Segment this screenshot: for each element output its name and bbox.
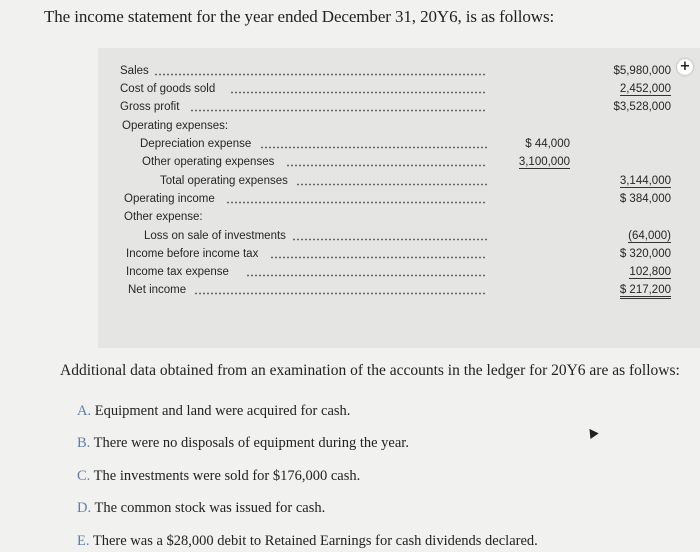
problem-heading: The income statement for the year ended December 31, 20Y6, is as follows: (44, 7, 555, 26)
row-gross-profit (98, 99, 700, 115)
row-sales (98, 63, 700, 79)
list-item-b: B. There were no disposals of equipment during the year. (77, 435, 409, 451)
label-cogs: Cost of goods sold (120, 83, 216, 95)
label-income-before-tax: Income before income tax (126, 248, 259, 260)
value-income-tax: 102,800 (629, 266, 671, 278)
list-item-a: A. Equipment and land were acquired for cash. (77, 403, 351, 419)
label-net-income: Net income (128, 284, 187, 296)
value-sales: $5,980,000 (613, 65, 671, 77)
label-loss-on-sale: Loss on sale of investments (144, 230, 286, 242)
list-item-d: D. The common stock was issued for cash. (77, 500, 326, 516)
label-other-opex: Other operating expenses (142, 156, 275, 168)
row-total-opex (98, 173, 700, 189)
label-total-opex: Total operating expenses (160, 175, 288, 187)
list-item-e: E. There was a $28,000 debit to Retained Earnings for cash dividends declared. (77, 533, 538, 549)
income-statement-table (98, 48, 700, 348)
list-item-c: C. The investments were sold for $176,000 cash. (77, 468, 361, 484)
value-loss-on-sale: (64,000) (628, 230, 671, 242)
plus-circle-icon[interactable]: + (677, 59, 693, 75)
row-other-opex (98, 154, 700, 170)
value-gross-profit: $3,528,000 (613, 101, 671, 113)
value-income-before-tax: $ 320,000 (619, 248, 671, 260)
additional-data-heading: Additional data obtained from an examination of the accounts in the ledger for 20Y6 are as follows: (60, 362, 680, 379)
label-depreciation: Depreciation expense (140, 138, 252, 150)
label-operating-income: Operating income (124, 193, 215, 205)
value-depreciation: $ 44,000 (525, 138, 570, 150)
label-gross-profit: Gross profit (120, 101, 180, 113)
value-other-opex: 3,100,000 (518, 156, 570, 168)
row-income-before-tax (98, 246, 700, 262)
row-depreciation (98, 136, 700, 152)
row-other-expense-header (98, 209, 700, 225)
label-opex-header: Operating expenses: (122, 120, 229, 132)
value-cogs: 2,452,000 (619, 83, 671, 95)
row-opex-header (98, 118, 700, 134)
row-cogs (98, 81, 700, 97)
label-sales: Sales (120, 65, 149, 77)
value-total-opex: 3,144,000 (619, 175, 671, 187)
row-operating-income (98, 191, 700, 207)
label-other-expense-header: Other expense: (124, 211, 203, 223)
value-net-income: $ 217,200 (620, 284, 671, 299)
label-income-tax: Income tax expense (126, 266, 229, 278)
row-net-income (98, 282, 700, 298)
value-operating-income: $ 384,000 (619, 193, 671, 205)
row-income-tax (98, 264, 700, 280)
row-loss-on-sale (98, 228, 700, 244)
mouse-pointer-icon (585, 426, 598, 439)
